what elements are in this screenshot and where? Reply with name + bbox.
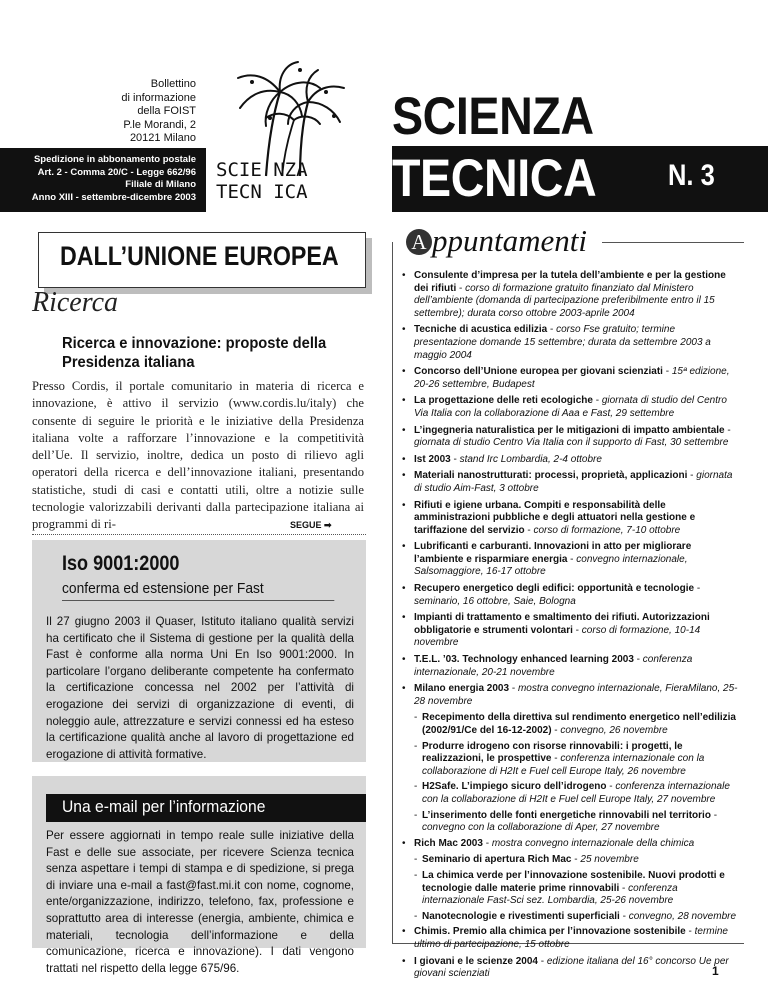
page-number: 1 — [712, 964, 719, 978]
appointment-title: Seminario di apertura Rich Mac — [422, 854, 572, 866]
logo-text-bottom: TECN ICA — [216, 181, 308, 203]
appointment-title: Concorso dell’Unione europea per giovani scienziati — [414, 366, 663, 378]
appointment-title: Recupero energetico degli edifici: opportunità e tecnologie — [414, 583, 695, 595]
appointment-item: • Rich Mac 2003 - mostra convegno internazionale della chimica — [400, 838, 740, 851]
iso-title: Iso 9001:2000 — [62, 552, 180, 575]
appointment-detail: termine ultimo di partecipazione, 15 ottobre — [414, 926, 728, 950]
issue-number: N. 3 — [668, 159, 715, 192]
appointment-title: Tecniche di acustica edilizia — [414, 324, 548, 336]
appointment-title: T.E.L. ’03. Technology enhanced learning 2003 — [414, 654, 634, 666]
appointments-initial: A — [406, 229, 432, 255]
appointment-title: Rich Mac 2003 — [414, 837, 483, 849]
appointment-title: Produrre idrogeno con risorse rinnovabili: i progetti, le realizzazioni, le prospettive — [422, 740, 683, 765]
appointment-title: La chimica verde per l’innovazione sostenibile. Nuovi prodotti e tecnologie dalle materie prime rinnovabili — [422, 869, 725, 894]
continue-link[interactable]: SEGUE ➡ — [290, 520, 332, 530]
appointments-title: ppuntamenti — [432, 223, 587, 258]
email-body: Per essere aggiornati in tempo reale sulle iniziative della Fast e delle sue associate, per ricevere Scienza tecnica senza aspettare i tempi di stampa e di spedizione, si prega di inviare una e-mail a fast@fast.mi.it con nome, cognome, ente/organizzazione, indirizzo, telefono, fax, professione e soprattutto area di interesse (energia, ambiente, chimica e materiali, tecnologia dell’informazione e della comunicazione, ricerca e innovazione). I dati vengono trattati nel rispetto della legge 675/96. — [46, 829, 354, 975]
article-body: Presso Cordis, il portale comunitario in materia di ricerca e innovazione, è attivo il servizio (www.cordis.lu/italy) che consente di seguire le priorità e le iniziative della Presidenza italiana volte a rafforzare l’innovazione e la competitività dell’Ue. Il servizio, inoltre, dedica un posto di rilievo agli operatori della ricerca e dell’innovazione italiani, presentando statistiche, studi di casi e contatti utili, oltre a notizie sulle tecnologie valorizzabili derivanti dalla partecipazione italiana ai programmi di ri- — [32, 379, 364, 532]
appointment-title: L’inserimento delle fonti energetiche rinnovabili nel territorio — [422, 809, 711, 821]
masthead-title-line2: TECNICA — [392, 149, 597, 208]
iso-body: Il 27 giugno 2003 il Quaser, Istituto italiano qualità servizi ha certificato che il Sistema di gestione per la qualità della Fast è conforme alla norma Uni En Iso 9001:2000. In particolare l’organo deliberante competente ha confermato la certificazione concessa nel 2002 per l’attività di erogazione dei servizi di organizzazione di eventi, di noleggio aule, attrezzature e servizi connessi ed ha esteso la certificazione qualità anche al lavoro di progettazione ed erogazione di attività formative. — [46, 615, 354, 761]
appointment-item: • Impianti di trattamento e smaltimento dei rifiuti. Autorizzazioni obbligatorie e strumenti volontari - corso di formazione, 10-14 novembre — [400, 612, 740, 650]
appointment-detail: convegno, 28 novembre — [628, 910, 737, 922]
appointment-item: • Ist 2003 - stand Irc Lombardia, 2-4 ottobre — [400, 454, 740, 467]
appointment-subitem: - H2Safe. L’impiego sicuro dell’idrogeno - conferenza internazionale con la collaborazione di H2It e Fuel cell Europe Italy, 27 novembre — [400, 781, 740, 806]
appointment-item: • Materiali nanostrutturati: processi, proprietà, applicazioni - giornata di studio Aim-Fast, 3 ottobre — [400, 470, 740, 495]
appointment-detail: mostra convegno internazionale, FieraMilano, 25-28 novembre — [414, 683, 738, 707]
appointment-detail: corso Fse gratuito; termine presentazione domande 15 settembre; durata da settembre 2003 a maggio 2004 — [414, 324, 711, 361]
appointment-item: • L’ingegneria naturalistica per le mitigazioni di impatto ambientale - giornata di studio Centro Via Italia con il supporto di Fast, 30 settembre — [400, 425, 740, 450]
appointments-rule — [602, 242, 744, 243]
email-title: Una e-mail per l’informazione — [62, 797, 266, 816]
appointment-title: H2Safe. L’impiego sicuro dell’idrogeno — [422, 781, 607, 793]
appointment-item: • I giovani e le scienze 2004 - edizione italiana del 16° concorso Ue per giovani scienziati — [400, 956, 740, 981]
appointment-subitem: - La chimica verde per l’innovazione sostenibile. Nuovi prodotti e tecnologie dalle materie prime rinnovabili - conferenza internazionale Fast-Sci sez. Lombardia, 25-26 novembre — [400, 870, 740, 908]
appointment-item: • Concorso dell’Unione europea per giovani scienziati - 15ª edizione, 20-26 settembre, Budapest — [400, 366, 740, 391]
section-title: DALL’UNIONE EUROPEA — [60, 241, 339, 271]
appointment-subitem: - Produrre idrogeno con risorse rinnovabili: i progetti, le realizzazioni, le prospettive - conferenza internazionale con la collaborazione di H2It e Fuel cell Europe Italy, 26 novembre — [400, 741, 740, 779]
appointment-item: • Recupero energetico degli edifici: opportunità e tecnologie - seminario, 16 ottobre, Saie, Bologna — [400, 583, 740, 608]
appointment-subitem: - L’inserimento delle fonti energetiche rinnovabili nel territorio - convegno con la collaborazione di Aper, 27 novembre — [400, 810, 740, 835]
appointment-item: • Chimis. Premio alla chimica per l’innovazione sostenibile - termine ultimo di partecipazione, 15 ottobre — [400, 926, 740, 951]
appointment-title: Impianti di trattamento e smaltimento dei rifiuti. Autorizzazioni obbligatorie e strumenti volontari — [414, 612, 710, 636]
appointments-list — [400, 270, 740, 985]
appointment-detail: conferenza internazionale con la collaborazione di H2It e Fuel cell Europe Italy, 26 novembre — [422, 753, 705, 777]
category-heading: Ricerca — [32, 287, 119, 318]
appointment-item: • Rifiuti e igiene urbana. Compiti e responsabilità delle amministrazioni pubbliche e degli attuatori nella gestione e tariffazione del servizio - corso di formazione, 7-10 ottobre — [400, 500, 740, 538]
appointment-item: • Consulente d’impresa per la tutela dell’ambiente e per la gestione dei rifiuti - corso di formazione gratuito finanziato dal Ministero dell’ambiente (domanda di partecipazione preferibilmente entro il 15 settembre); durata corso ottobre 2003-aprile 2004 — [400, 270, 740, 320]
appointment-title: Recepimento della direttiva sul rendimento energetico nell’edilizia (2002/91/Ce del 16-12-2002) — [422, 712, 736, 736]
appointment-detail: stand Irc Lombardia, 2-4 ottobre — [459, 453, 602, 465]
article-title: Ricerca e innovazione: proposte della Presidenza italiana — [62, 335, 327, 371]
appointment-item: • Lubrificanti e carburanti. Innovazioni in atto per migliorare l’ambiente e risparmiare energia - convegno internazionale, Salsomaggiore, 16-17 ottobre — [400, 541, 740, 579]
masthead-title-line1: SCIENZA — [392, 87, 594, 146]
iso-subtitle: conferma ed estensione per Fast — [62, 580, 334, 601]
appointment-title: L’ingegneria naturalistica per le mitigazioni di impatto ambientale — [414, 424, 725, 436]
appointment-detail: conferenza internazionale, 20-21 novembre — [414, 654, 693, 678]
appointment-subitem: - Nanotecnologie e rivestimenti superficiali - convegno, 28 novembre — [400, 911, 740, 924]
appointment-item: • T.E.L. ’03. Technology enhanced learning 2003 - conferenza internazionale, 20-21 novembre — [400, 654, 740, 679]
logo-text-top: SCIE NZA — [216, 159, 308, 181]
appointment-detail: giornata di studio Aim-Fast, 3 ottobre — [414, 470, 733, 494]
appointment-title: Materiali nanostrutturati: processi, proprietà, applicazioni — [414, 470, 688, 482]
appointment-title: Milano energia 2003 — [414, 683, 510, 695]
appointment-detail: giornata di studio Centro Via Italia con il supporto di Fast, 30 settembre — [414, 437, 729, 449]
appointment-subitem: - Recepimento della direttiva sul rendimento energetico nell’edilizia (2002/91/Ce del 16-12-2002) - convegno, 26 novembre — [400, 712, 740, 737]
appointment-title: Chimis. Premio alla chimica per l’innovazione sostenibile — [414, 926, 686, 938]
appointment-detail: convegno con la collaborazione di Aper, 27 novembre — [422, 822, 660, 834]
appointment-title: Nanotecnologie e rivestimenti superficiali — [422, 910, 620, 922]
publisher-address: Bollettino di informazione della FOIST P.le Morandi, 2 20121 Milano — [121, 78, 196, 144]
appointment-detail: seminario, 16 ottobre, Saie, Bologna — [414, 595, 576, 607]
appointment-detail: 15ª edizione, 20-26 settembre, Budapest — [414, 366, 730, 390]
appointment-detail: convegno internazionale, Salsomaggiore, 16-17 ottobre — [414, 553, 688, 578]
appointment-detail: corso di formazione, 7-10 ottobre — [533, 524, 681, 536]
appointment-detail: conferenza internazionale Fast-Sci sez. Lombardia, 25-26 novembre — [422, 882, 678, 907]
appointment-title: Rifiuti e igiene urbana. Compiti e responsabilità delle amministrazioni pubbliche e degli attuatori nella gestione e tariffazione del servizio — [414, 499, 696, 536]
appointment-title: Lubrificanti e carburanti. Innovazioni in atto per migliorare l’ambiente e risparmiare energia — [414, 541, 692, 565]
appointment-detail: convegno, 26 novembre — [560, 725, 668, 736]
palm-tree-logo — [208, 58, 364, 210]
shipping-info: Spedizione in abbonamento postale Art. 2 - Comma 20/C - Legge 662/96 Filiale di Milano Anno XIII - settembre-dicembre 2003 — [31, 154, 196, 203]
appointment-detail: giornata di studio del Centro Via Italia con la collaborazione di Aaa e Fast, 29 settembre — [414, 395, 727, 419]
appointment-detail: corso di formazione, 10-14 novembre — [414, 624, 701, 649]
appointment-detail: mostra convegno internazionale della chimica — [491, 837, 695, 849]
appointment-subitem: - Seminario di apertura Rich Mac - 25 novembre — [400, 854, 740, 867]
appointment-item: • La progettazione delle reti ecologiche - giornata di studio del Centro Via Italia con la collaborazione di Aaa e Fast, 29 settembre — [400, 395, 740, 420]
appointment-item: • Tecniche di acustica edilizia - corso Fse gratuito; termine presentazione domande 15 settembre; durata da settembre 2003 a maggio 2004 — [400, 324, 740, 362]
appointment-title: La progettazione delle reti ecologiche — [414, 395, 593, 407]
appointment-detail: corso di formazione gratuito finanziato dal Ministero dell’ambiente (domanda di partecipazione preferibilmente entro il 15 settembre); durata corso ottobre 2003-aprile 2004 — [414, 282, 715, 319]
appointment-detail: conferenza internazionale con la collaborazione di H2It e Fuel cell Europe Italy, 27 novembre — [422, 781, 730, 805]
appointment-detail: edizione italiana del 16° concorso Ue per giovani scienziati — [414, 955, 729, 980]
appointment-item: • Milano energia 2003 - mostra convegno internazionale, FieraMilano, 25-28 novembre — [400, 683, 740, 708]
appointment-detail: 25 novembre — [580, 854, 639, 866]
dotted-divider — [32, 534, 366, 535]
appointment-title: Consulente d’impresa per la tutela dell’ambiente e per la gestione dei rifiuti — [414, 270, 726, 294]
appointment-title: Ist 2003 — [414, 453, 451, 465]
appointment-title: I giovani e le scienze 2004 — [414, 955, 538, 967]
